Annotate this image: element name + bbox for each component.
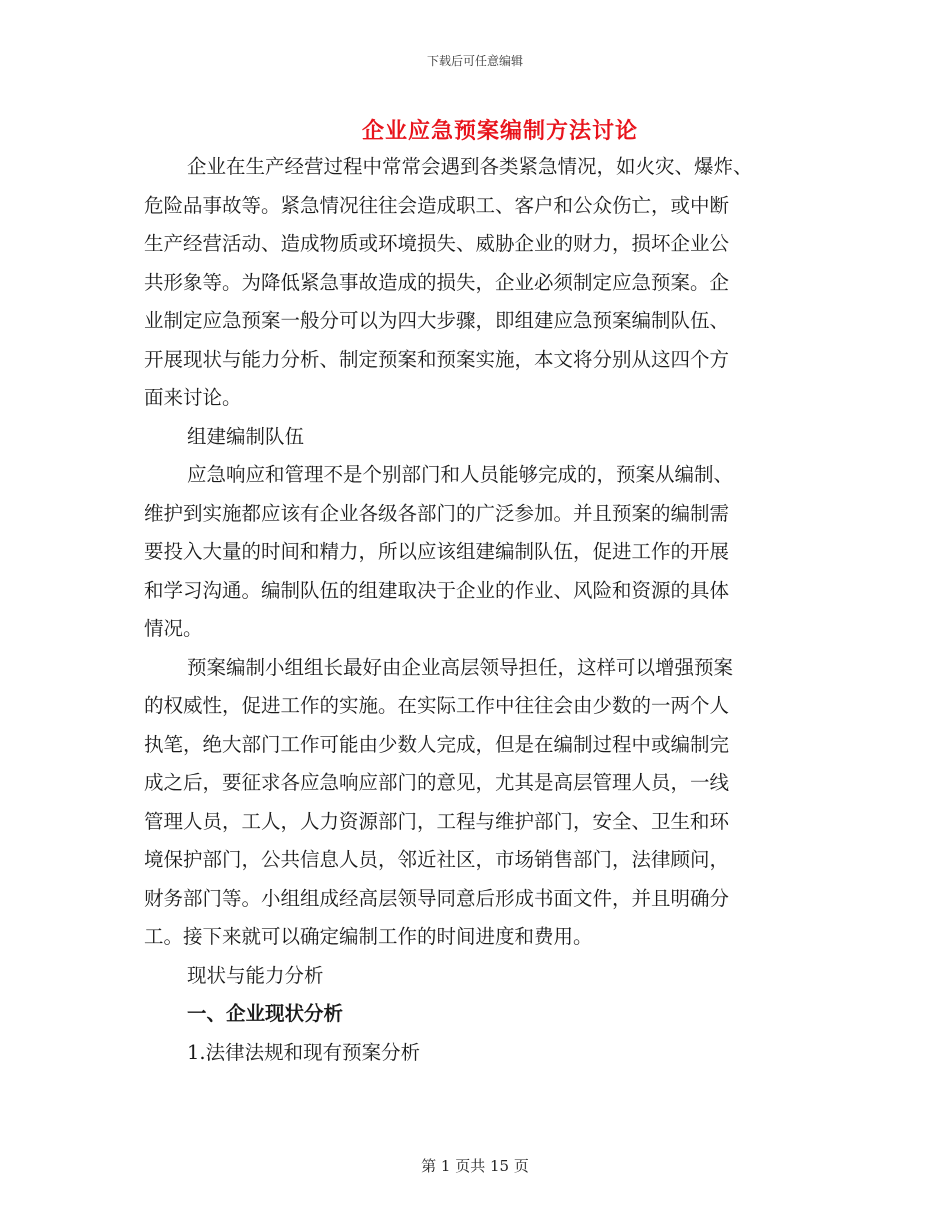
text-line: 执笔，绝大部门工作可能由少数人完成，但是在编制过程中或编制完 <box>144 732 730 756</box>
text-line: 的权威性，促进工作的实施。在实际工作中往往会由少数的一两个人 <box>144 694 730 717</box>
text-line: 管理人员，工人，人力资源部门，工程与维护部门，安全、卫生和环 <box>144 809 730 833</box>
text-line: 成之后，要征求各应急响应部门的意见，尤其是高层管理人员，一线 <box>144 771 730 794</box>
text-line: 危险品事故等。紧急情况往往会造成职工、客户和公众伤亡，或中断 <box>144 193 730 217</box>
section-heading: 一、企业现状分析 <box>187 1002 344 1025</box>
page-footer: 第 1 页共 15 页 <box>421 1157 529 1175</box>
text-line: 应急响应和管理不是个别部门和人员能够完成的，预案从编制、 <box>187 463 734 486</box>
text-line: 工。接下来就可以确定编制工作的时间进度和费用。 <box>144 925 593 948</box>
text-line: 境保护部门，公共信息人员，邻近社区，市场销售部门，法律顾问， <box>144 848 730 871</box>
text-line: 生产经营活动、造成物质或环境损失、威胁企业的财力，损坏企业公 <box>144 232 730 255</box>
text-line: 共形象等。为降低紧急事故造成的损失，企业必须制定应急预案。企 <box>144 270 730 294</box>
text-line: 现状与能力分析 <box>187 963 324 987</box>
text-line: 开展现状与能力分析、制定预案和预案实施，本文将分别从这四个方 <box>144 347 730 371</box>
text-line: 维护到实施都应该有企业各级各部门的广泛参加。并且预案的编制需 <box>144 501 730 525</box>
text-line: 企业在生产经营过程中常常会遇到各类紧急情况，如火灾、爆炸、 <box>187 155 753 178</box>
text-line: 1.法律法规和现有预案分析 <box>187 1040 421 1064</box>
text-line: 财务部门等。小组组成经高层领导同意后形成书面文件，并且明确分 <box>144 886 730 910</box>
text-line: 面来讨论。 <box>144 386 242 409</box>
page-header-note: 下载后可任意编辑 <box>426 54 523 68</box>
document-body <box>144 148 810 1072</box>
text-line: 业制定应急预案一般分可以为四大步骤，即组建应急预案编制队伍、 <box>144 309 730 332</box>
text-line: 组建编制队伍 <box>187 424 305 448</box>
text-line: 要投入大量的时间和精力，所以应该组建编制队伍，促进工作的开展 <box>144 540 730 563</box>
text-line: 和学习沟通。编制队伍的组建取决于企业的作业、风险和资源的具体 <box>144 578 730 602</box>
document-title: 企业应急预案编制方法讨论 <box>361 118 638 144</box>
text-line: 情况。 <box>144 617 203 640</box>
text-line: 预案编制小组组长最好由企业高层领导担任，这样可以增强预案 <box>187 655 734 679</box>
